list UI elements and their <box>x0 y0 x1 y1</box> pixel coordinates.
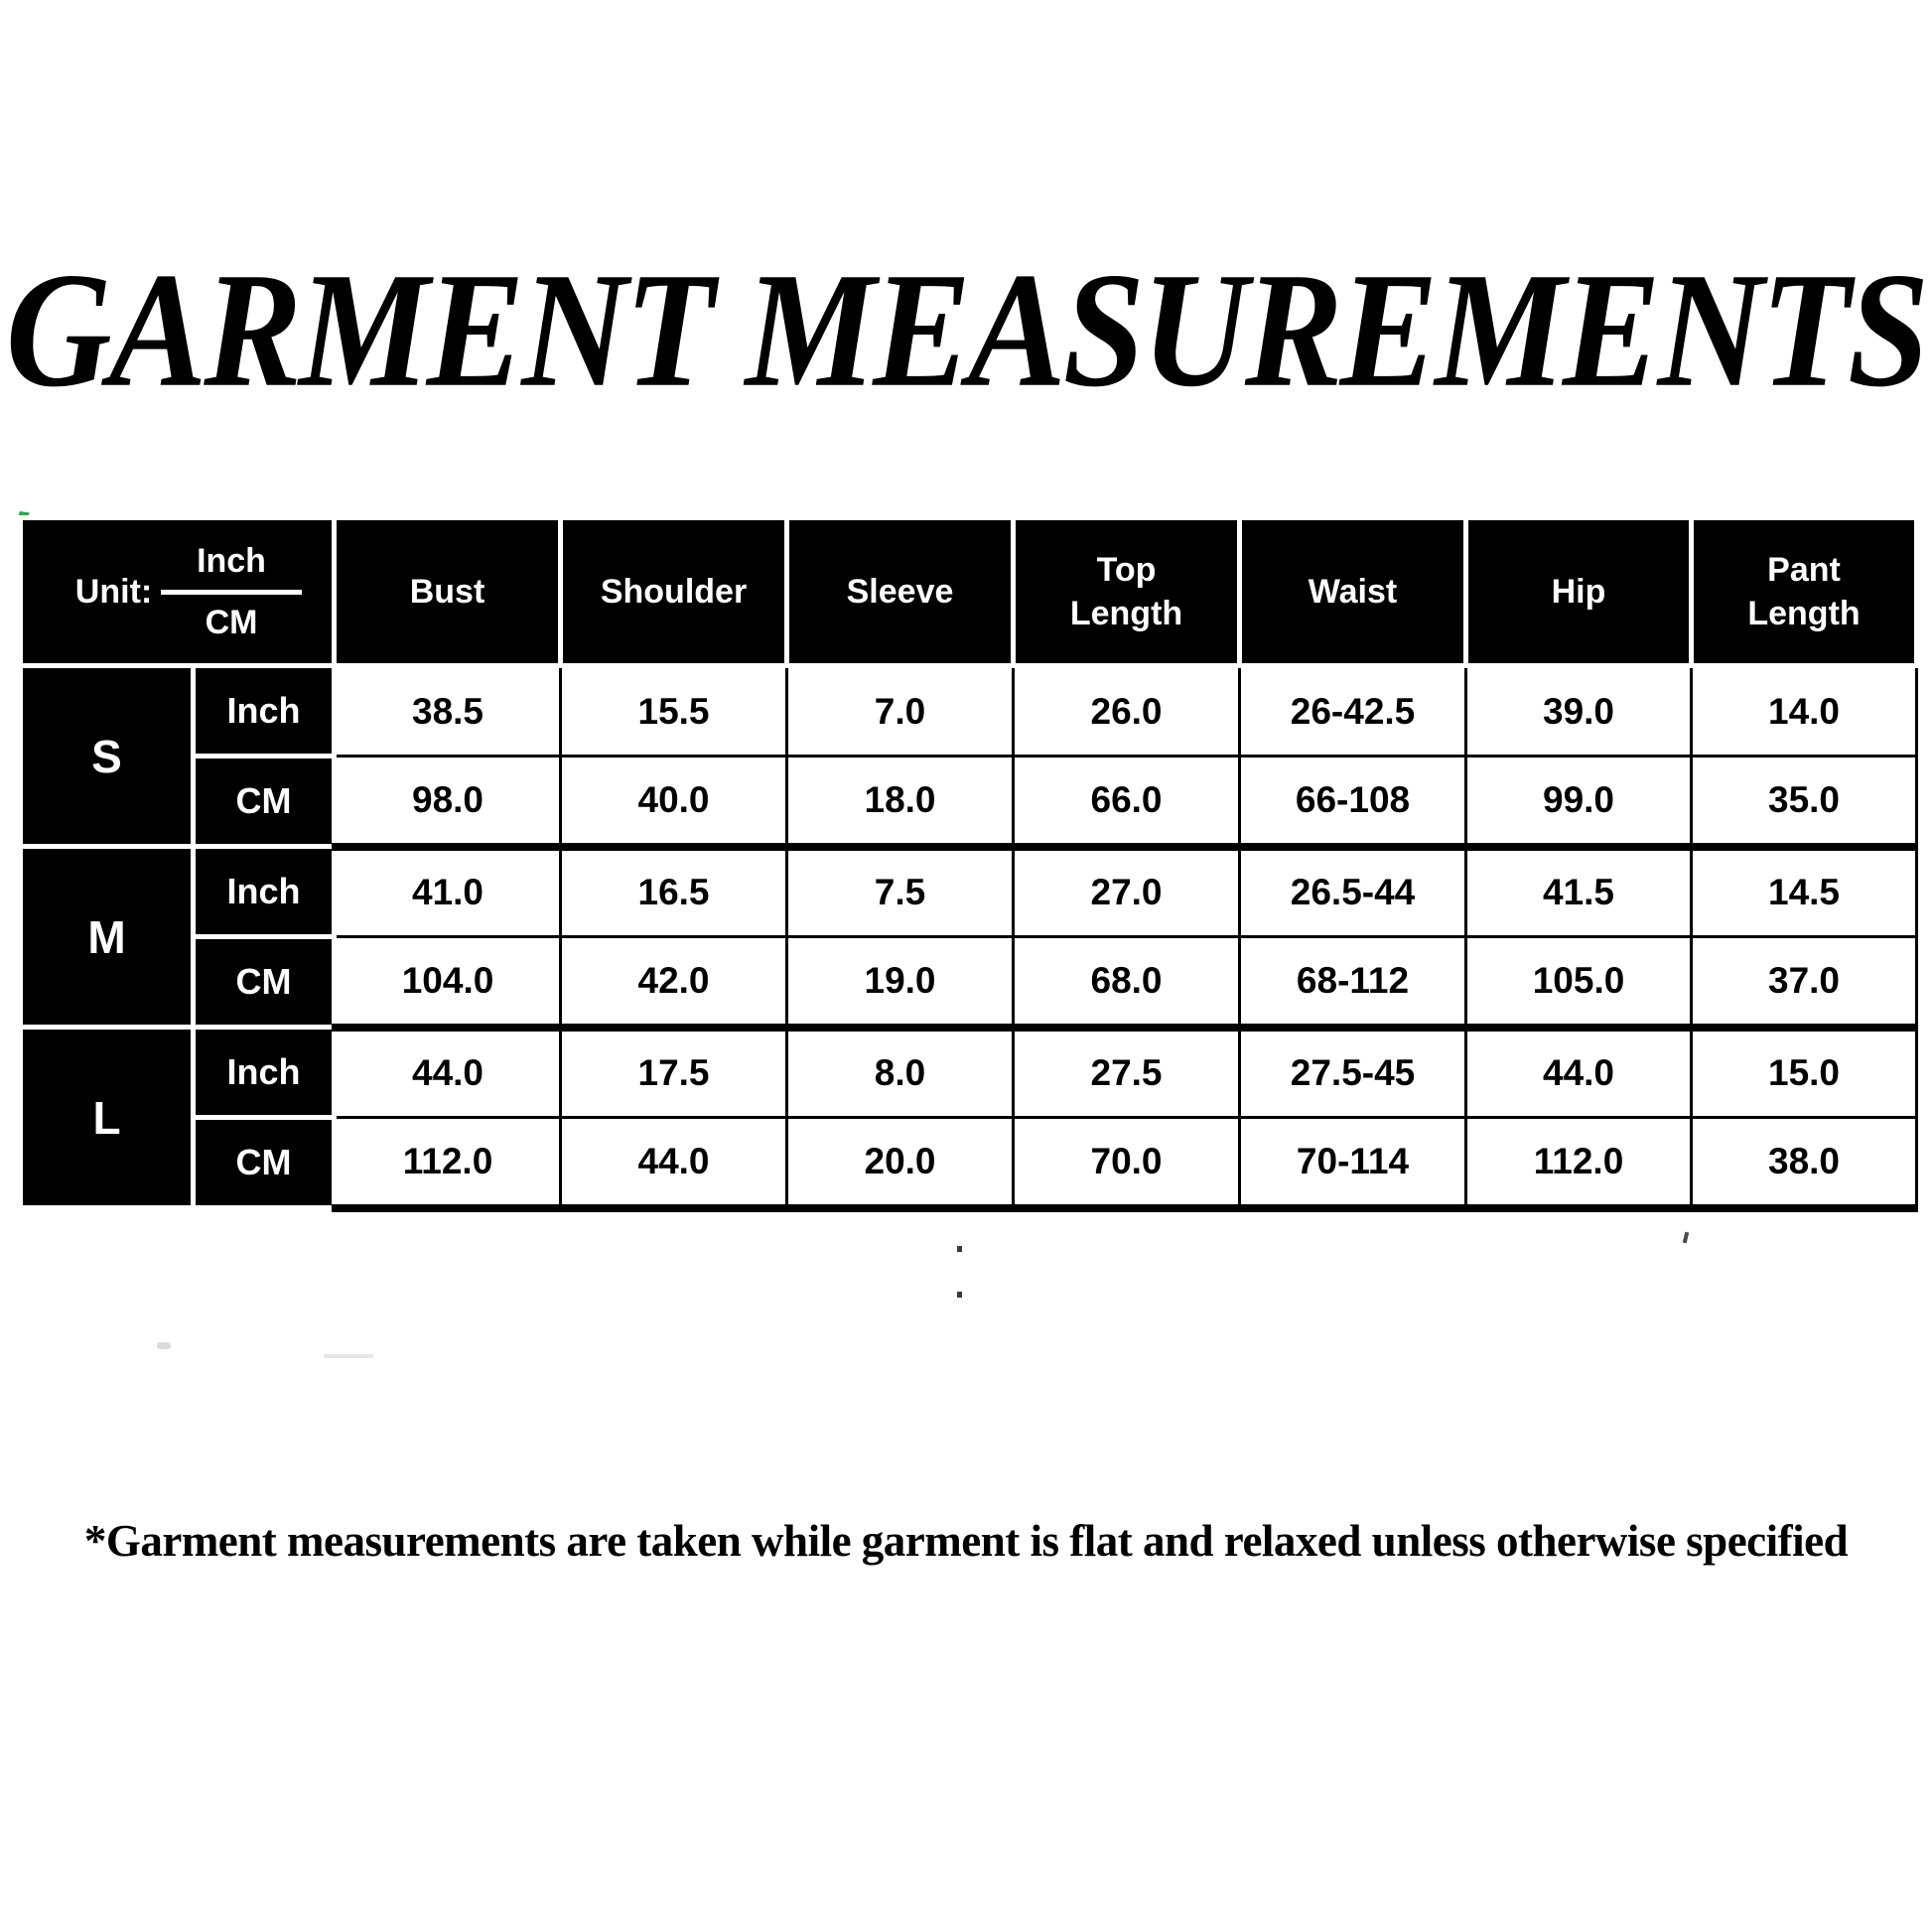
cell-s-cm-shoulder: 40.0 <box>561 757 787 847</box>
unit-fraction <box>53 523 302 661</box>
unit-cm-label: CM <box>205 603 258 641</box>
cell-m-inch-shoulder: 16.5 <box>561 847 787 937</box>
cell-m-inch-bust: 41.0 <box>335 847 561 937</box>
cell-m-cm-pant-length: 37.0 <box>1692 937 1917 1028</box>
cell-l-inch-sleeve: 8.0 <box>787 1028 1014 1118</box>
cell-l-cm-bust: 112.0 <box>335 1118 561 1208</box>
row-l-cm <box>21 1118 1917 1208</box>
unit-tag: CM <box>194 1118 335 1208</box>
cell-m-inch-pant-length: 14.5 <box>1692 847 1917 937</box>
unit-options <box>161 539 302 643</box>
cell-l-inch-waist: 27.5-45 <box>1240 1028 1466 1118</box>
cell-m-cm-hip: 105.0 <box>1466 937 1692 1028</box>
unit-tag: CM <box>194 937 335 1028</box>
row-m-cm <box>21 937 1917 1028</box>
cell-m-cm-shoulder: 42.0 <box>561 937 787 1028</box>
unit-inch-label: Inch <box>161 539 302 594</box>
cell-m-inch-top-length: 27.0 <box>1014 847 1240 937</box>
cell-s-cm-waist: 66-108 <box>1240 757 1466 847</box>
header-row <box>21 518 1917 666</box>
artifact-smudge <box>324 1354 373 1358</box>
column-header-bust: Bust <box>335 518 561 666</box>
measurement-footnote: *Garment measurements are taken while garment is flat and relaxed unless otherwise specified <box>83 1516 1849 1566</box>
cell-l-inch-bust: 44.0 <box>335 1028 561 1118</box>
cell-l-inch-shoulder: 17.5 <box>561 1028 787 1118</box>
cell-l-cm-hip: 112.0 <box>1466 1118 1692 1208</box>
cell-s-inch-top-length: 26.0 <box>1014 666 1240 757</box>
size-label-l: L <box>21 1028 194 1208</box>
cell-l-cm-top-length: 70.0 <box>1014 1118 1240 1208</box>
unit-tag: Inch <box>194 666 335 757</box>
cell-l-inch-top-length: 27.5 <box>1014 1028 1240 1118</box>
column-header-pant-length: Pant Length <box>1692 518 1917 666</box>
artifact-speck <box>957 1246 962 1252</box>
artifact-speck <box>957 1292 962 1298</box>
column-header-hip: Hip <box>1466 518 1692 666</box>
cell-s-cm-pant-length: 35.0 <box>1692 757 1917 847</box>
cell-l-inch-hip: 44.0 <box>1466 1028 1692 1118</box>
cell-s-inch-shoulder: 15.5 <box>561 666 787 757</box>
cell-s-cm-top-length: 66.0 <box>1014 757 1240 847</box>
cell-m-cm-sleeve: 19.0 <box>787 937 1014 1028</box>
unit-tag: Inch <box>194 1028 335 1118</box>
cell-s-inch-sleeve: 7.0 <box>787 666 1014 757</box>
cell-l-cm-shoulder: 44.0 <box>561 1118 787 1208</box>
cell-m-cm-bust: 104.0 <box>335 937 561 1028</box>
artifact-speck <box>1683 1232 1690 1244</box>
unit-tag: Inch <box>194 847 335 937</box>
size-label-s: S <box>21 666 194 847</box>
cell-s-cm-hip: 99.0 <box>1466 757 1692 847</box>
size-label-m: M <box>21 847 194 1028</box>
cell-m-inch-waist: 26.5-44 <box>1240 847 1466 937</box>
row-m-inch <box>21 847 1917 937</box>
page-title: GARMENT MEASUREMENTS <box>5 239 1927 422</box>
unit-label: Unit: <box>74 572 153 611</box>
cell-s-cm-bust: 98.0 <box>335 757 561 847</box>
column-header-waist: Waist <box>1240 518 1466 666</box>
cell-s-inch-hip: 39.0 <box>1466 666 1692 757</box>
cell-m-cm-top-length: 68.0 <box>1014 937 1240 1028</box>
column-header-top-length: Top Length <box>1014 518 1240 666</box>
row-s-inch <box>21 666 1917 757</box>
row-s-cm <box>21 757 1917 847</box>
cell-l-cm-pant-length: 38.0 <box>1692 1118 1917 1208</box>
cell-m-inch-sleeve: 7.5 <box>787 847 1014 937</box>
unit-header-cell <box>21 518 335 666</box>
artifact-smudge <box>157 1342 171 1349</box>
garment-measurements-table <box>18 515 1919 1212</box>
row-l-inch <box>21 1028 1917 1118</box>
cell-s-inch-bust: 38.5 <box>335 666 561 757</box>
cell-l-cm-sleeve: 20.0 <box>787 1118 1014 1208</box>
column-header-shoulder: Shoulder <box>561 518 787 666</box>
unit-tag: CM <box>194 757 335 847</box>
cell-m-inch-hip: 41.5 <box>1466 847 1692 937</box>
cell-l-inch-pant-length: 15.0 <box>1692 1028 1917 1118</box>
cell-s-inch-waist: 26-42.5 <box>1240 666 1466 757</box>
cell-m-cm-waist: 68-112 <box>1240 937 1466 1028</box>
cell-s-inch-pant-length: 14.0 <box>1692 666 1917 757</box>
cell-l-cm-waist: 70-114 <box>1240 1118 1466 1208</box>
column-header-sleeve: Sleeve <box>787 518 1014 666</box>
cell-s-cm-sleeve: 18.0 <box>787 757 1014 847</box>
